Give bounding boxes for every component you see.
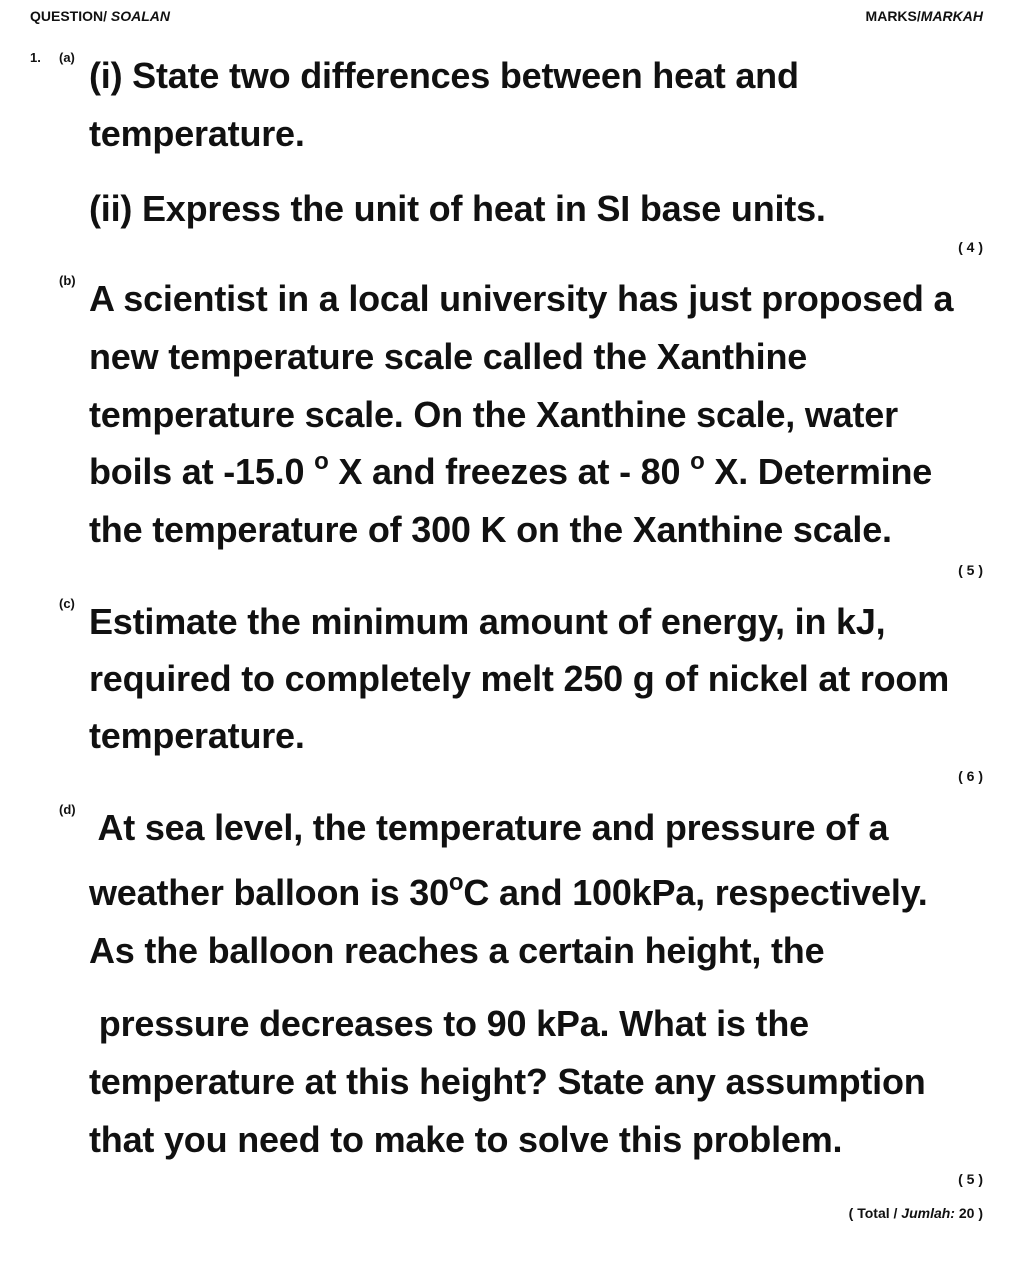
part-d-line-5: temperature at this height? State any assumption — [89, 1061, 926, 1102]
question-number: 1. — [30, 50, 41, 65]
degree-symbol: o — [314, 448, 329, 475]
part-d-line-2-a: weather balloon is 30 — [89, 872, 449, 913]
part-c-line-1: Estimate the minimum amount of energy, in kJ, — [89, 601, 886, 642]
part-b-line-4 — [89, 448, 933, 492]
question-label-en: QUESTION/ — [30, 8, 108, 24]
part-b-line-5: the temperature of 300 K on the Xanthine scale. — [89, 509, 892, 550]
total-label-ms: Jumlah: — [901, 1205, 955, 1221]
part-d-line-2-b: C and 100kPa, respectively. — [463, 872, 928, 913]
total-open: ( Total / — [848, 1205, 902, 1221]
part-b-line-4-b: X and freezes at - 80 — [328, 451, 691, 492]
part-b-line-1: A scientist in a local university has just proposed a — [89, 278, 954, 319]
total-marks — [849, 1205, 983, 1221]
question-label-ms: SOALAN — [107, 8, 171, 24]
part-d-line-3: As the balloon reaches a certain height, the — [89, 930, 825, 971]
part-d-line-2 — [89, 869, 928, 913]
part-a-line-2: temperature. — [89, 113, 305, 154]
part-a-label: (a) — [59, 50, 75, 65]
part-c-marks: ( 6 ) — [958, 768, 983, 784]
part-d-marks: ( 5 ) — [958, 1171, 983, 1187]
part-d-label: (d) — [59, 802, 76, 817]
part-d-line-1: At sea level, the temperature and pressure of a — [89, 807, 889, 848]
part-d-line-4: pressure decreases to 90 kPa. What is the — [89, 1003, 809, 1044]
degree-symbol: o — [690, 448, 705, 475]
part-b-line-3: temperature scale. On the Xanthine scale, water — [89, 394, 898, 435]
part-b-label: (b) — [59, 273, 76, 288]
part-b-line-4-c: X. Determine — [704, 451, 933, 492]
marks-label-ms: MARKAH — [920, 8, 983, 24]
part-a-marks: ( 4 ) — [958, 239, 983, 255]
header-question-label — [30, 8, 170, 24]
total-value: 20 ) — [954, 1205, 983, 1221]
part-b-line-2: new temperature scale called the Xanthine — [89, 336, 808, 377]
marks-label-en: MARKS/ — [865, 8, 921, 24]
part-a-line-1: (i) State two differences between heat and — [89, 55, 799, 96]
part-c-line-2: required to completely melt 250 g of nickel at room — [89, 658, 950, 699]
part-d-line-6: that you need to make to solve this problem. — [89, 1119, 843, 1160]
degree-symbol: o — [448, 869, 464, 896]
part-a-line-3: (ii) Express the unit of heat in SI base units. — [89, 188, 826, 229]
part-c-line-3: temperature. — [89, 715, 305, 756]
part-c-label: (c) — [59, 596, 75, 611]
header-marks-label — [866, 8, 983, 24]
part-b-marks: ( 5 ) — [958, 562, 983, 578]
part-b-line-4-a: boils at -15.0 — [89, 451, 315, 492]
